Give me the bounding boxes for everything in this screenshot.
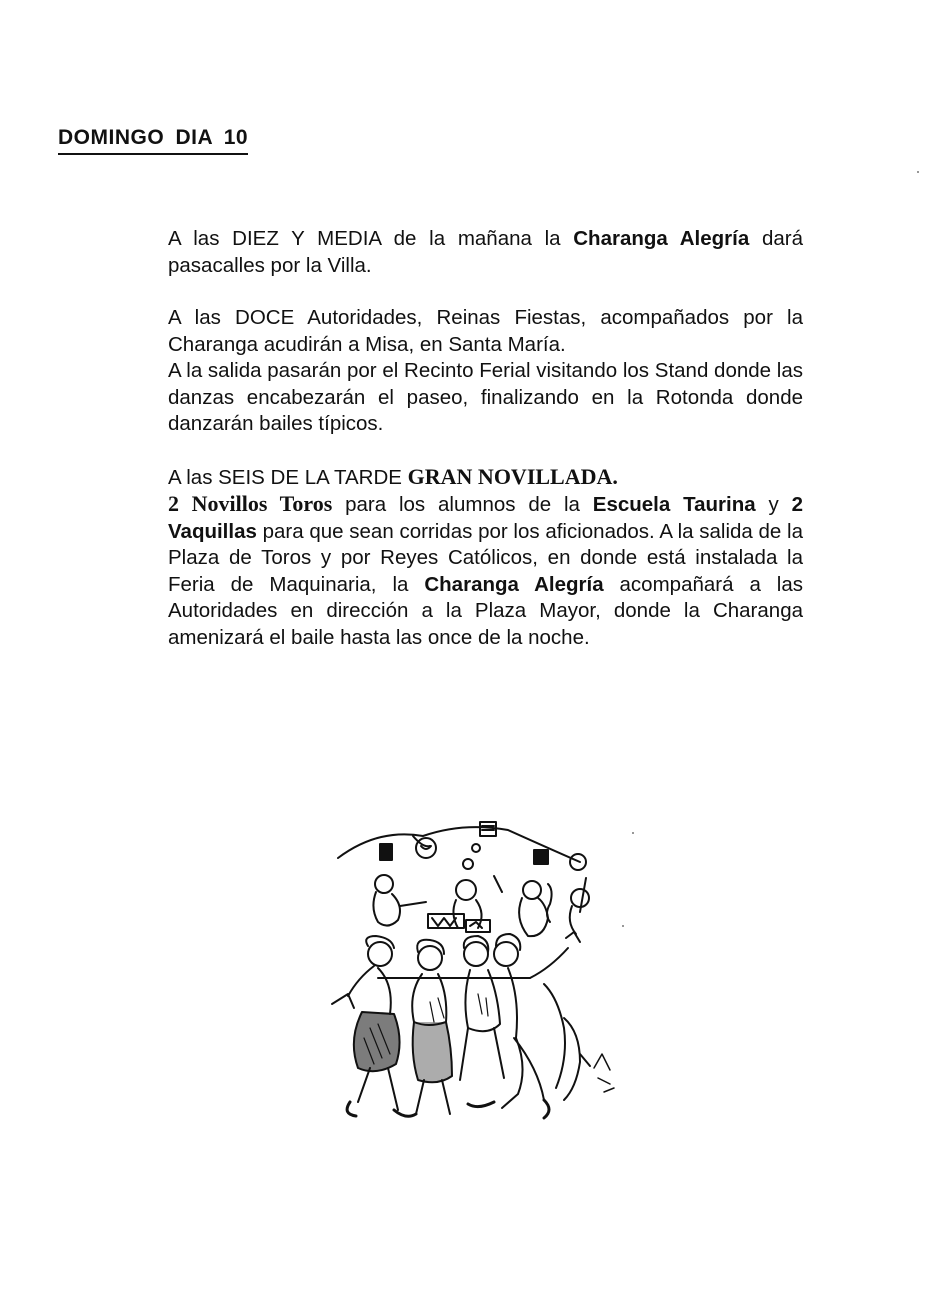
text-run: acompañará a las Autoridades en dirección a la Plaza Mayor, donde la Charanga amenizará el baile hasta las once de la noche. (168, 572, 803, 649)
text-run: para los alumnos de la (332, 493, 593, 516)
program-text (168, 226, 803, 677)
emphasized-text: 2 Vaquillas (168, 493, 803, 543)
text-run: dará pasacalles por la Villa. (168, 227, 803, 277)
paragraph-line (168, 226, 803, 279)
page-title: DOMINGO DIA 10 (58, 126, 248, 155)
text-run: A las SEIS DE LA TARDE (168, 465, 408, 489)
paragraph (168, 464, 803, 652)
text-run: A la salida pasarán por el Recinto Ferial visitando los Stand donde las danzas encabezarán el paseo, finalizando en la Rotonda donde danzarán bailes típicos. (168, 359, 803, 435)
paragraph (168, 305, 803, 438)
emphasized-text: Charanga Alegría (424, 572, 604, 596)
emphasized-text: Charanga Alegría (573, 227, 750, 250)
text-run: para que sean corridas por los aficionados. A la salida de la Plaza de Toros y por Reyes Católicos, en donde está instalada la Feria de Maquinaria, la (168, 519, 803, 596)
emphasized-text: Escuela Taurina (592, 493, 756, 516)
emphasized-text: GRAN NOVILLADA. (407, 463, 618, 489)
paragraph-line (168, 491, 803, 651)
paragraph (168, 226, 803, 279)
paragraph-line (168, 464, 803, 492)
paragraph-line (168, 358, 803, 438)
text-run: y (755, 493, 792, 516)
text-run: A las DOCE Autoridades, Reinas Fiestas, acompañados por la Charanga acudirán a Misa, en Santa María. (168, 306, 803, 356)
charanga-illustration (318, 818, 620, 1132)
text-run: A las DIEZ Y MEDIA de la mañana la (168, 227, 574, 250)
emphasized-text: 2 Novillos Toros (168, 491, 333, 516)
paragraph-line (168, 305, 803, 358)
